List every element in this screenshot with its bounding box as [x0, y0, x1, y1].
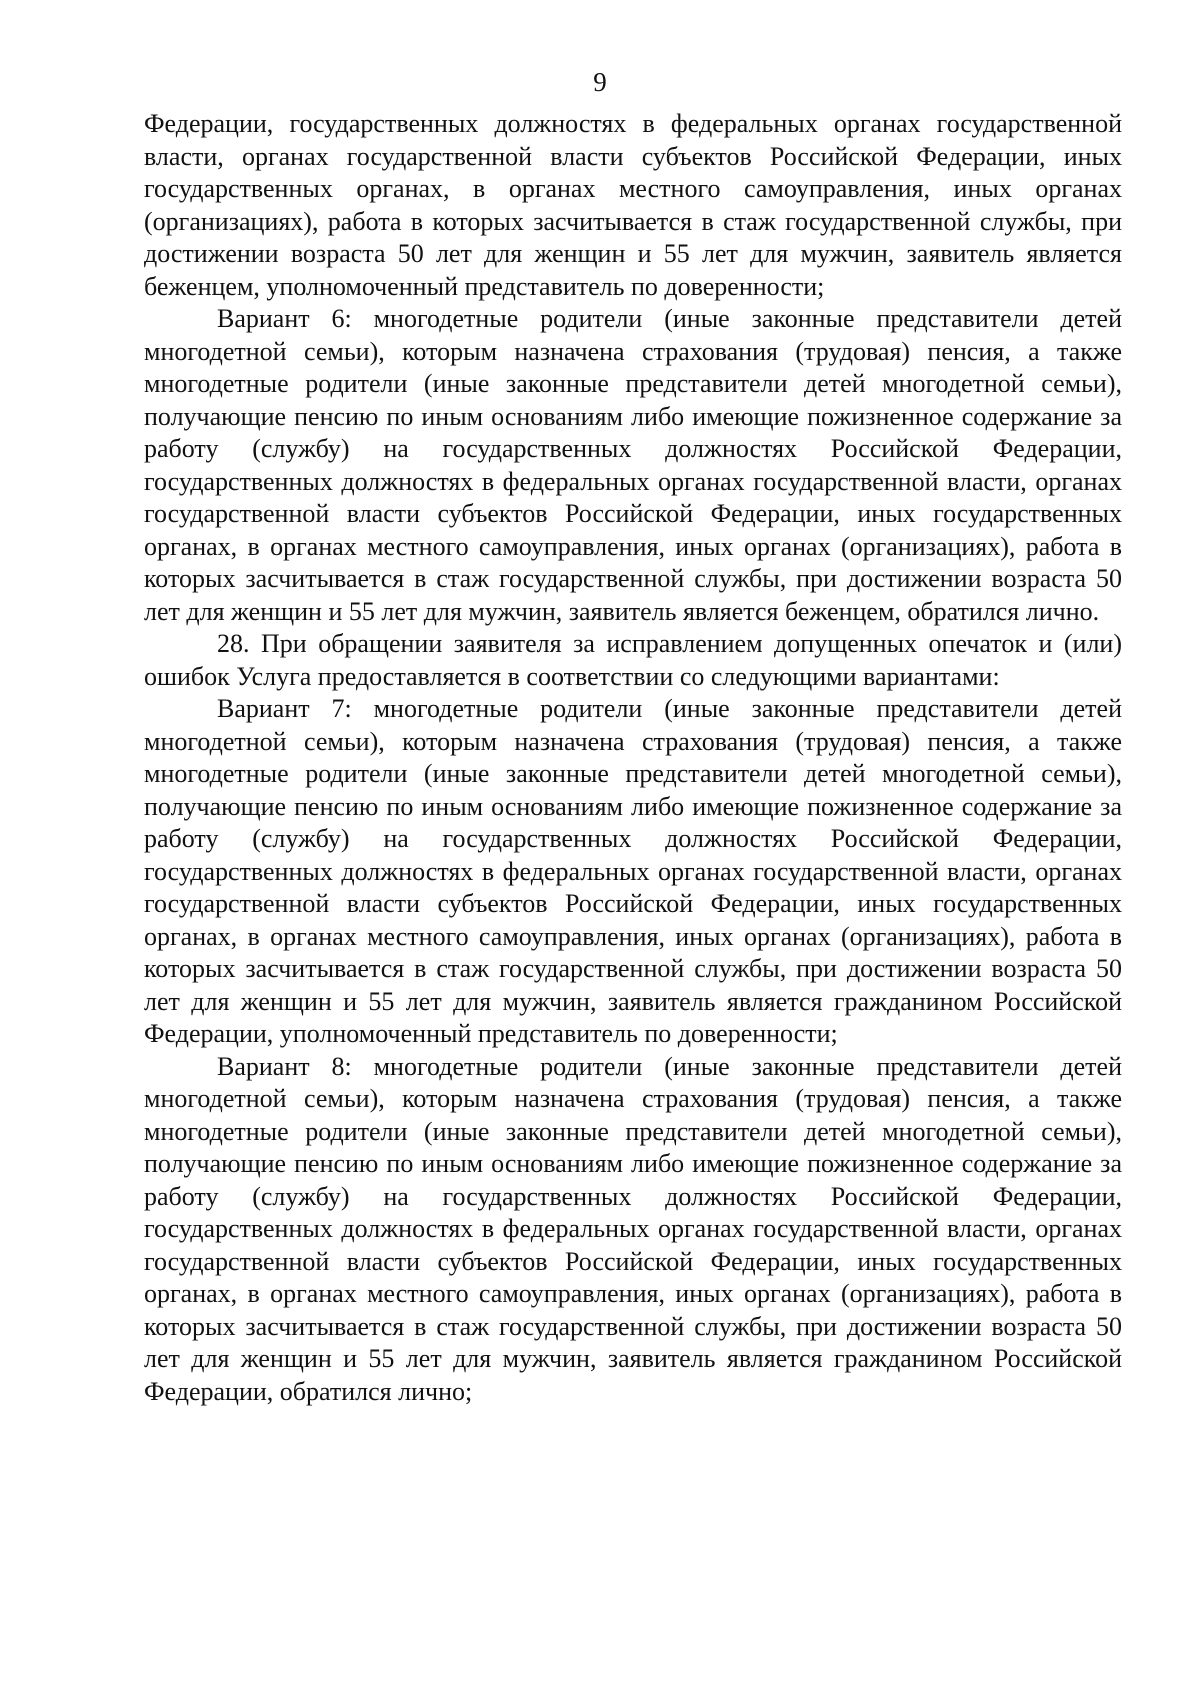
paragraph-continuation: Федерации, государственных должностях в федеральных органах государственной власти, органах государственной власти субъектов Российской Федерации, иных государственных органах, в органах местного самоуправления, иных органах (организациях), работа в которых засчитывается в стаж государственной службы, при достижении возраста 50 лет для женщин и 55 лет для мужчин, заявитель является беженцем, уполномоченный представитель по доверенности;	[144, 109, 1122, 301]
document-body	[144, 108, 1122, 1408]
paragraph-item-28: 28. При обращении заявителя за исправлением допущенных опечаток и (или) ошибок Услуга предоставляется в соответствии со следующими вариантами:	[144, 629, 1122, 691]
paragraph-variant-8: Вариант 8: многодетные родители (иные законные представители детей многодетной семьи), которым назначена страхования (трудовая) пенсия, а также многодетные родители (иные законные представители детей многодетной семьи), получающие пенсию по иным основаниям либо имеющие пожизненное содержание за работу (службу) на государственных должностях Российской Федерации, государственных должностях в федеральных органах государственной власти, органах государственной власти субъектов Российской Федерации, иных государственных органах, в органах местного самоуправления, иных органах (организациях), работа в которых засчитывается в стаж государственной службы, при достижении возраста 50 лет для женщин и 55 лет для мужчин, заявитель является гражданином Российской Федерации, обратился лично;	[144, 1051, 1122, 1406]
page-number: 9	[593, 67, 607, 97]
paragraph-variant-6: Вариант 6: многодетные родители (иные законные представители детей многодетной семьи), которым назначена страхования (трудовая) пенсия, а также многодетные родители (иные законные представители детей многодетной семьи), получающие пенсию по иным основаниям либо имеющие пожизненное содержание за работу (службу) на государственных должностях Российской Федерации, государственных должностях в федеральных органах государственной власти, органах государственной власти субъектов Российской Федерации, иных государственных органах, в органах местного самоуправления, иных органах (организациях), работа в которых засчитывается в стаж государственной службы, при достижении возраста 50 лет для женщин и 55 лет для мужчин, заявитель является беженцем, обратился лично.	[144, 304, 1122, 626]
paragraph-variant-7: Вариант 7: многодетные родители (иные законные представители детей многодетной семьи), которым назначена страхования (трудовая) пенсия, а также многодетные родители (иные законные представители детей многодетной семьи), получающие пенсию по иным основаниям либо имеющие пожизненное содержание за работу (службу) на государственных должностях Российской Федерации, государственных должностях в федеральных органах государственной власти, органах государственной власти субъектов Российской Федерации, иных государственных органах, в органах местного самоуправления, иных органах (организациях), работа в которых засчитывается в стаж государственной службы, при достижении возраста 50 лет для женщин и 55 лет для мужчин, заявитель является гражданином Российской Федерации, уполномоченный представитель по доверенности;	[144, 694, 1122, 1048]
